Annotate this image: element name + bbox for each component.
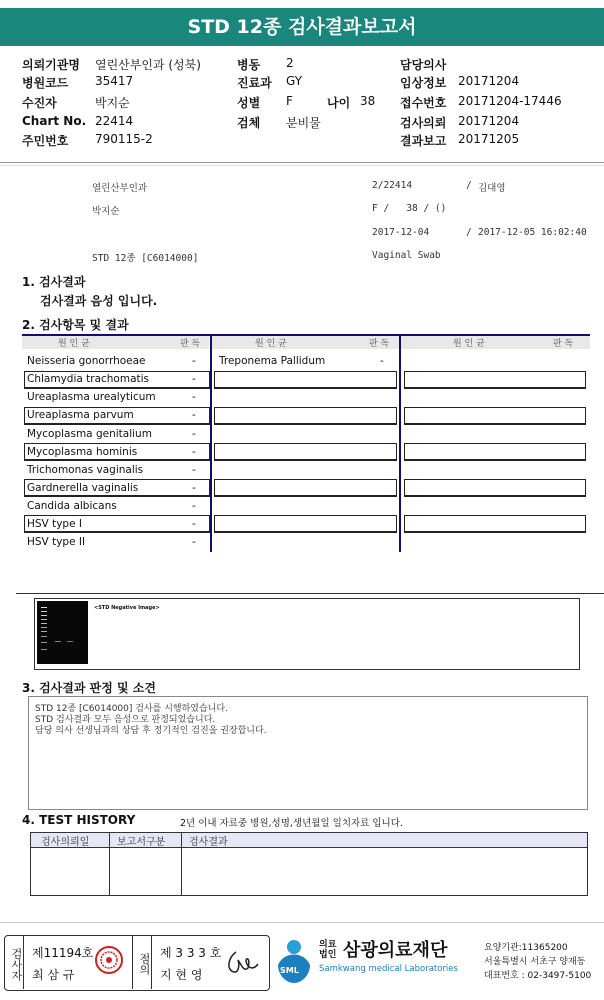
age-label: 나이 [327, 96, 351, 110]
comment-box [28, 696, 588, 810]
comment-line: STD 12종 [C6014000] 검사를 시행하였습니다. [35, 704, 228, 714]
column-divider-1 [210, 336, 212, 552]
specimen-value: 분비물 [286, 116, 321, 130]
meta-ref: 2/22414 [372, 180, 413, 191]
row-box [404, 515, 586, 533]
section1-title: 1. 검사결과 [22, 275, 86, 289]
inspector-name: 최 삼 규 [32, 968, 75, 982]
ward-value: 2 [286, 56, 294, 70]
reviewer-name: 지 현 영 [160, 968, 203, 982]
chart-label: Chart No. [22, 114, 87, 128]
history-table [30, 832, 588, 896]
history-col-result: 검사결과 [189, 837, 228, 848]
id-label: 주민번호 [22, 134, 69, 148]
reviewer-no: 제 3 3 3 호 [160, 946, 222, 960]
row-box [404, 407, 586, 425]
organism-name: Candida albicans [27, 500, 117, 512]
code-label: 병원코드 [22, 76, 69, 90]
report-label: 결과보고 [400, 134, 447, 148]
history-col-date: 검사의뢰일 [41, 837, 90, 848]
organism-result: - [192, 373, 196, 385]
section4-title: 4. TEST HISTORY [22, 813, 136, 827]
col3-result-header: 판 독 [553, 339, 574, 349]
col-header-3 [401, 336, 590, 349]
meta-date2: 2017-12-05 16:02:40 [478, 227, 587, 238]
col-header-2 [211, 336, 399, 349]
row-box [214, 443, 397, 461]
receipt-value: 20171204-17446 [458, 94, 562, 108]
col-header-1 [22, 336, 209, 349]
org-code: 요양기관:11365200 [484, 943, 568, 953]
organism-result: - [192, 482, 196, 494]
comment-line: STD 검사결과 모두 음성으로 판정되었습니다. [35, 715, 216, 725]
request-label: 검사의뢰 [400, 116, 447, 130]
sml-logo-icon [274, 937, 314, 985]
row-box [214, 515, 397, 533]
ward-label: 병동 [237, 58, 261, 72]
organism-name: HSV type I [27, 518, 82, 530]
meta-date-sep: / [466, 227, 472, 238]
section-divider [16, 593, 604, 594]
organism-name: Treponema Pallidum [219, 355, 326, 367]
meta-doctor: 김대영 [478, 183, 506, 194]
gel-bands-icon [37, 601, 88, 664]
sex-label: 성별 [237, 96, 261, 110]
request-value: 20171204 [458, 114, 520, 128]
row-box [404, 479, 586, 497]
section3-title: 3. 검사결과 판정 및 소견 [22, 681, 156, 695]
organism-name: Ureaplasma urealyticum [27, 391, 156, 403]
history-header-row [31, 833, 587, 848]
organism-result: - [192, 464, 196, 476]
organism-result: - [192, 536, 196, 548]
history-col-type: 보고서구분 [117, 837, 166, 848]
organism-result: - [192, 355, 196, 367]
organism-name: Neisseria gonorrhoeae [27, 355, 146, 367]
row-box [404, 371, 586, 389]
org-tel: 대표번호 : 02-3497-5100 [484, 971, 592, 981]
dept-value: GY [286, 74, 303, 88]
organism-result: - [192, 500, 196, 512]
dept-label: 진료과 [237, 76, 272, 90]
section2-title: 2. 검사항목 및 결과 [22, 318, 129, 332]
clinical-value: 20171204 [458, 74, 520, 88]
report-title: STD 12종 검사결과보고서 [0, 8, 604, 46]
id-value: 790115-2 [95, 132, 153, 146]
history-divider [109, 833, 110, 895]
organism-name: Trichomonas vaginalis [27, 464, 144, 476]
organism-name: Mycoplasma hominis [27, 446, 138, 458]
chart-value: 22414 [95, 114, 134, 128]
patient-value: 박지순 [95, 96, 130, 110]
clinical-label: 임상정보 [400, 76, 447, 90]
organism-name: Chlamydia trachomatis [27, 373, 150, 385]
hospital-value: 열린산부인과 (성북) [95, 58, 201, 72]
org-en: Samkwang medical Laboratories [319, 964, 458, 974]
hospital-label: 의뢰기관명 [22, 58, 80, 72]
row-box [214, 371, 397, 389]
col2-result-header: 판 독 [369, 339, 390, 349]
organism-name: Ureaplasma parvum [27, 409, 134, 421]
organism-result: - [192, 391, 196, 403]
inspector-label: 검사자 [4, 935, 24, 989]
receipt-label: 접수번호 [400, 96, 447, 110]
report-value: 20171205 [458, 132, 520, 146]
signature-icon [224, 948, 260, 978]
row-box [214, 407, 397, 425]
organism-name: HSV type II [27, 536, 86, 548]
organism-result: - [192, 446, 196, 458]
organism-name: Mycoplasma genitalium [27, 428, 152, 440]
header-divider-2 [0, 165, 604, 166]
gel-image [37, 601, 88, 664]
meta-test: STD 12종 [C6014000] [92, 253, 199, 264]
sex-value: F [286, 94, 293, 108]
col2-organism-header: 원 인 균 [255, 339, 287, 349]
comment-line: 담당 의사 선생님과의 상담 후 정기적인 검진을 권장합니다. [35, 726, 267, 736]
col1-result-header: 판 독 [180, 339, 201, 349]
organism-result: - [192, 518, 196, 530]
column-divider-2 [399, 336, 401, 552]
row-box [404, 443, 586, 461]
inspector-seal-icon [94, 945, 124, 975]
organism-name: Gardnerella vaginalis [27, 482, 139, 494]
org-name: 삼광의료재단 [343, 940, 448, 961]
reviewer-label: 점의 [132, 935, 152, 989]
age-value: 38 [360, 94, 376, 108]
section1-summary: 검사결과 음성 입니다. [40, 294, 158, 308]
patient-label: 수진자 [22, 96, 57, 110]
meta-date1: 2017-12-04 [372, 227, 430, 238]
code-value: 35417 [95, 74, 134, 88]
row-box [214, 479, 397, 497]
org-prefix: 의료법인 [319, 940, 337, 960]
meta-sex-age: F / 38 / () [372, 203, 447, 214]
org-addr: 서울특별시 서초구 양재동 [484, 957, 586, 967]
organism-result: - [192, 428, 196, 440]
sml-logo-text: SML [280, 966, 299, 975]
footer-divider [0, 922, 604, 923]
meta-sample: Vaginal Swab [372, 250, 441, 261]
col3-organism-header: 원 인 균 [453, 339, 485, 349]
inspector-no: 제11194호 [32, 946, 94, 960]
col1-organism-header: 원 인 균 [58, 339, 90, 349]
history-divider [181, 833, 182, 895]
gel-caption: <STD Negative Image> [94, 605, 160, 611]
section4-note: 2년 이내 자료중 병원,성명,생년월일 일치자료 입니다. [180, 818, 403, 829]
specimen-label: 검체 [237, 116, 261, 130]
meta-patient: 박지순 [92, 206, 120, 217]
header-divider [0, 162, 604, 163]
organism-result: - [380, 355, 384, 367]
doctor-label: 담당의사 [400, 58, 447, 72]
meta-ref-sep: / [466, 180, 472, 191]
meta-hospital: 열린산부인과 [92, 183, 148, 194]
organism-result: - [192, 409, 196, 421]
